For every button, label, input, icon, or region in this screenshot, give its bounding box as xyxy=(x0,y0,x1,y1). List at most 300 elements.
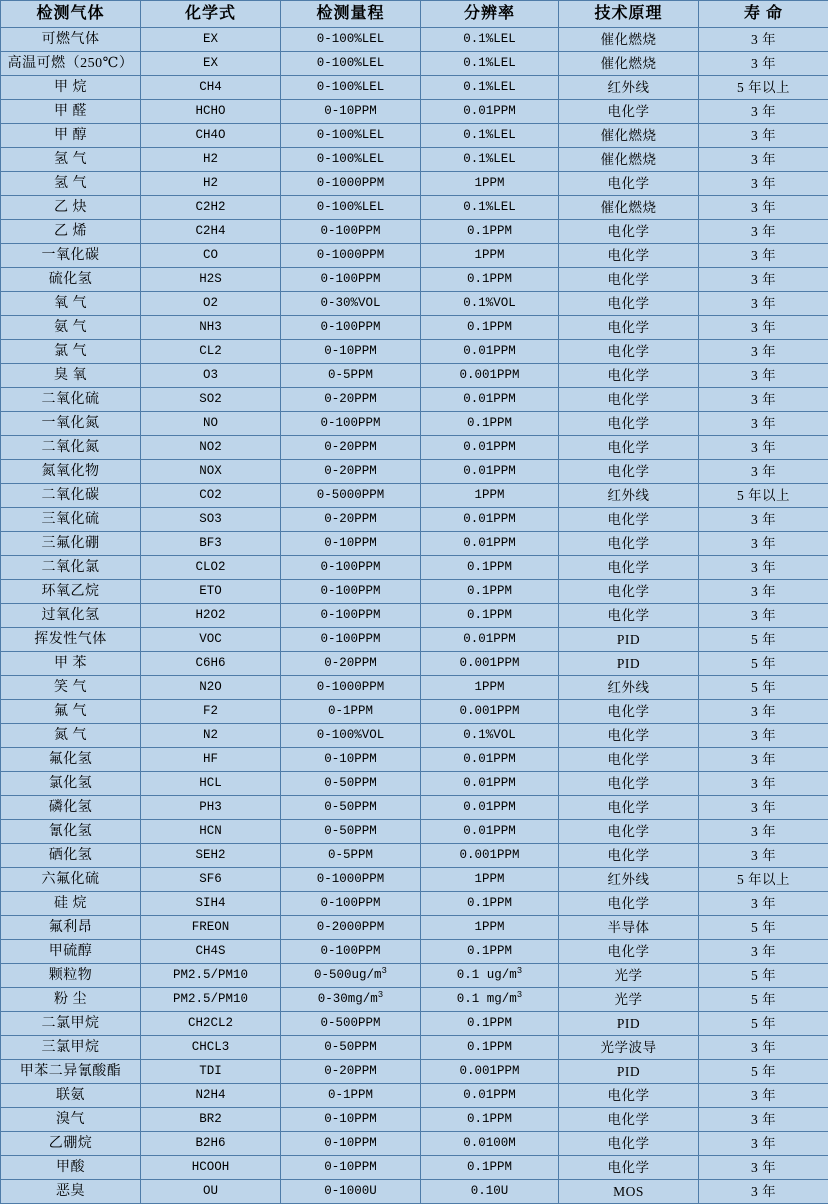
table-row xyxy=(1,196,828,220)
cell-range: 0-100PPM xyxy=(281,628,421,652)
cell-lifetime: 3 年 xyxy=(699,820,828,844)
cell-resolution: 0.1%LEL xyxy=(421,52,559,76)
cell-technology: 电化学 xyxy=(559,436,699,460)
cell-range: 0-100PPM xyxy=(281,316,421,340)
cell-technology: 电化学 xyxy=(559,1084,699,1108)
cell-technology: 电化学 xyxy=(559,412,699,436)
cell-range: 0-100PPM xyxy=(281,892,421,916)
cell-lifetime: 3 年 xyxy=(699,748,828,772)
column-header-resolution: 分辨率 xyxy=(421,1,559,28)
cell-lifetime: 3 年 xyxy=(699,460,828,484)
table-row xyxy=(1,316,828,340)
cell-range: 0-100%VOL xyxy=(281,724,421,748)
cell-formula: SIH4 xyxy=(141,892,281,916)
cell-lifetime: 3 年 xyxy=(699,244,828,268)
cell-formula: HF xyxy=(141,748,281,772)
table-row xyxy=(1,52,828,76)
cell-range: 0-100%LEL xyxy=(281,148,421,172)
cell-lifetime: 5 年 xyxy=(699,1060,828,1084)
cell-gas-name: 氟 气 xyxy=(1,700,141,724)
cell-gas-name: 联氨 xyxy=(1,1084,141,1108)
table-row xyxy=(1,556,828,580)
cell-range: 0-10PPM xyxy=(281,748,421,772)
table-row xyxy=(1,916,828,940)
cell-gas-name: 氨 气 xyxy=(1,316,141,340)
cell-gas-name: 氢 气 xyxy=(1,148,141,172)
cell-formula: H2S xyxy=(141,268,281,292)
cell-resolution: 0.1PPM xyxy=(421,892,559,916)
column-header-range: 检测量程 xyxy=(281,1,421,28)
cell-range: 0-1000U xyxy=(281,1180,421,1204)
cell-resolution: 0.01PPM xyxy=(421,628,559,652)
cell-technology: 电化学 xyxy=(559,796,699,820)
cell-resolution: 0.1PPM xyxy=(421,1036,559,1060)
cell-formula: PH3 xyxy=(141,796,281,820)
cell-formula: H2 xyxy=(141,172,281,196)
cell-formula: B2H6 xyxy=(141,1132,281,1156)
cell-gas-name: 臭 氧 xyxy=(1,364,141,388)
cell-lifetime: 3 年 xyxy=(699,508,828,532)
cell-resolution: 0.001PPM xyxy=(421,844,559,868)
cell-formula: SO3 xyxy=(141,508,281,532)
cell-range: 0-50PPM xyxy=(281,820,421,844)
cell-formula: BF3 xyxy=(141,532,281,556)
cell-formula: CL2 xyxy=(141,340,281,364)
cell-technology: 光学 xyxy=(559,988,699,1012)
cell-technology: PID xyxy=(559,652,699,676)
cell-technology: 红外线 xyxy=(559,76,699,100)
cell-gas-name: 挥发性气体 xyxy=(1,628,141,652)
cell-lifetime: 3 年 xyxy=(699,580,828,604)
table-row xyxy=(1,532,828,556)
table-row xyxy=(1,700,828,724)
cell-range: 0-100%LEL xyxy=(281,76,421,100)
table-row xyxy=(1,28,828,52)
cell-range: 0-100PPM xyxy=(281,412,421,436)
cell-formula: CLO2 xyxy=(141,556,281,580)
cell-resolution: 0.1%LEL xyxy=(421,28,559,52)
cell-resolution: 0.1%LEL xyxy=(421,148,559,172)
cell-range: 0-10PPM xyxy=(281,100,421,124)
cell-formula: CH4O xyxy=(141,124,281,148)
table-row xyxy=(1,244,828,268)
cell-resolution: 0.01PPM xyxy=(421,1084,559,1108)
table-header xyxy=(1,1,828,28)
cell-resolution: 0.1PPM xyxy=(421,268,559,292)
cell-range: 0-5PPM xyxy=(281,364,421,388)
table-body xyxy=(1,28,828,1204)
cell-resolution: 0.001PPM xyxy=(421,364,559,388)
table-row xyxy=(1,964,828,988)
cell-lifetime: 5 年以上 xyxy=(699,484,828,508)
cell-formula: F2 xyxy=(141,700,281,724)
cell-technology: 电化学 xyxy=(559,340,699,364)
table-row xyxy=(1,508,828,532)
table-row xyxy=(1,1060,828,1084)
cell-lifetime: 5 年 xyxy=(699,916,828,940)
table-row xyxy=(1,844,828,868)
cell-formula: N2H4 xyxy=(141,1084,281,1108)
cell-range: 0-5PPM xyxy=(281,844,421,868)
cell-technology: 光学波导 xyxy=(559,1036,699,1060)
cell-gas-name: 三氯甲烷 xyxy=(1,1036,141,1060)
cell-range: 0-10PPM xyxy=(281,340,421,364)
cell-technology: 电化学 xyxy=(559,364,699,388)
cell-gas-name: 环氧乙烷 xyxy=(1,580,141,604)
column-header-technology: 技术原理 xyxy=(559,1,699,28)
cell-resolution: 0.1PPM xyxy=(421,556,559,580)
cell-lifetime: 3 年 xyxy=(699,292,828,316)
table-row xyxy=(1,220,828,244)
cell-gas-name: 二氧化硫 xyxy=(1,388,141,412)
cell-lifetime: 5 年 xyxy=(699,676,828,700)
table-row xyxy=(1,892,828,916)
cell-range: 0-5000PPM xyxy=(281,484,421,508)
cell-gas-name: 一氧化碳 xyxy=(1,244,141,268)
cell-range: 0-20PPM xyxy=(281,388,421,412)
cell-range: 0-100%LEL xyxy=(281,124,421,148)
cell-range: 0-30%VOL xyxy=(281,292,421,316)
cell-technology: 电化学 xyxy=(559,1156,699,1180)
cell-formula: EX xyxy=(141,28,281,52)
cell-technology: 催化燃烧 xyxy=(559,124,699,148)
cell-formula: C2H2 xyxy=(141,196,281,220)
table-row xyxy=(1,748,828,772)
table-row xyxy=(1,988,828,1012)
cell-resolution: 0.01PPM xyxy=(421,748,559,772)
cell-gas-name: 六氟化硫 xyxy=(1,868,141,892)
header-row xyxy=(1,1,828,28)
cell-range: $0-500ug/m^3$ xyxy=(281,964,421,988)
cell-lifetime: 3 年 xyxy=(699,268,828,292)
cell-gas-name: 恶臭 xyxy=(1,1180,141,1204)
cell-resolution: 0.1PPM xyxy=(421,316,559,340)
cell-technology: 电化学 xyxy=(559,940,699,964)
cell-lifetime: 3 年 xyxy=(699,1180,828,1204)
cell-gas-name: 颗粒物 xyxy=(1,964,141,988)
cell-lifetime: 3 年 xyxy=(699,772,828,796)
cell-resolution: 0.01PPM xyxy=(421,508,559,532)
cell-lifetime: 3 年 xyxy=(699,52,828,76)
cell-gas-name: 硅 烷 xyxy=(1,892,141,916)
cell-lifetime: 3 年 xyxy=(699,1156,828,1180)
table-row xyxy=(1,268,828,292)
cell-range: 0-1000PPM xyxy=(281,868,421,892)
cell-formula: OU xyxy=(141,1180,281,1204)
cell-lifetime: 3 年 xyxy=(699,340,828,364)
cell-lifetime: 3 年 xyxy=(699,196,828,220)
cell-gas-name: 硫化氢 xyxy=(1,268,141,292)
cell-technology: 电化学 xyxy=(559,700,699,724)
cell-gas-name: 硒化氢 xyxy=(1,844,141,868)
cell-gas-name: 乙硼烷 xyxy=(1,1132,141,1156)
cell-gas-name: 氰化氢 xyxy=(1,820,141,844)
cell-gas-name: 乙 烯 xyxy=(1,220,141,244)
cell-technology: 电化学 xyxy=(559,892,699,916)
cell-lifetime: 3 年 xyxy=(699,100,828,124)
cell-formula: HCL xyxy=(141,772,281,796)
cell-technology: 半导体 xyxy=(559,916,699,940)
cell-technology: 光学 xyxy=(559,964,699,988)
cell-range: 0-100PPM xyxy=(281,220,421,244)
table-row xyxy=(1,1012,828,1036)
cell-technology: 电化学 xyxy=(559,532,699,556)
cell-lifetime: 3 年 xyxy=(699,1036,828,1060)
cell-gas-name: 三氟化硼 xyxy=(1,532,141,556)
cell-formula: NH3 xyxy=(141,316,281,340)
cell-formula: N2 xyxy=(141,724,281,748)
cell-formula: CH4S xyxy=(141,940,281,964)
column-header-formula: 化学式 xyxy=(141,1,281,28)
cell-lifetime: 3 年 xyxy=(699,940,828,964)
cell-technology: 电化学 xyxy=(559,604,699,628)
cell-lifetime: 5 年 xyxy=(699,964,828,988)
table-row xyxy=(1,172,828,196)
cell-resolution: 0.01PPM xyxy=(421,388,559,412)
cell-formula: CO xyxy=(141,244,281,268)
cell-gas-name: 二氧化氯 xyxy=(1,556,141,580)
cell-formula: CH2CL2 xyxy=(141,1012,281,1036)
cell-range: 0-1000PPM xyxy=(281,172,421,196)
cell-range: 0-2000PPM xyxy=(281,916,421,940)
table-row xyxy=(1,1180,828,1204)
cell-lifetime: 3 年 xyxy=(699,28,828,52)
cell-gas-name: 氮 气 xyxy=(1,724,141,748)
cell-formula: HCOOH xyxy=(141,1156,281,1180)
cell-technology: 电化学 xyxy=(559,748,699,772)
cell-lifetime: 3 年 xyxy=(699,412,828,436)
cell-lifetime: 3 年 xyxy=(699,844,828,868)
table-row xyxy=(1,1132,828,1156)
cell-formula: HCHO xyxy=(141,100,281,124)
table-row xyxy=(1,580,828,604)
cell-range: 0-100%LEL xyxy=(281,52,421,76)
cell-resolution: 0.01PPM xyxy=(421,772,559,796)
cell-resolution: 1PPM xyxy=(421,484,559,508)
cell-range: 0-20PPM xyxy=(281,508,421,532)
cell-range: 0-10PPM xyxy=(281,1108,421,1132)
cell-formula: NO2 xyxy=(141,436,281,460)
cell-lifetime: 3 年 xyxy=(699,1108,828,1132)
cell-resolution: 0.01PPM xyxy=(421,796,559,820)
table-row xyxy=(1,796,828,820)
cell-gas-name: 乙 炔 xyxy=(1,196,141,220)
cell-gas-name: 甲 烷 xyxy=(1,76,141,100)
cell-resolution: 0.1%LEL xyxy=(421,124,559,148)
cell-resolution: 0.1PPM xyxy=(421,412,559,436)
cell-formula: NOX xyxy=(141,460,281,484)
cell-technology: 电化学 xyxy=(559,844,699,868)
cell-formula: C6H6 xyxy=(141,652,281,676)
cell-lifetime: 5 年 xyxy=(699,1012,828,1036)
cell-lifetime: 3 年 xyxy=(699,604,828,628)
cell-formula: CHCL3 xyxy=(141,1036,281,1060)
cell-resolution: 0.1%VOL xyxy=(421,724,559,748)
cell-formula: PM2.5/PM10 xyxy=(141,964,281,988)
cell-technology: 电化学 xyxy=(559,292,699,316)
cell-resolution: 1PPM xyxy=(421,916,559,940)
cell-range: 0-20PPM xyxy=(281,460,421,484)
cell-range: 0-1000PPM xyxy=(281,244,421,268)
table-row xyxy=(1,148,828,172)
cell-resolution: 0.1PPM xyxy=(421,604,559,628)
cell-range: 0-100PPM xyxy=(281,580,421,604)
cell-formula: O3 xyxy=(141,364,281,388)
cell-gas-name: 甲苯二异氰酸酯 xyxy=(1,1060,141,1084)
cell-formula: TDI xyxy=(141,1060,281,1084)
cell-gas-name: 氮氧化物 xyxy=(1,460,141,484)
cell-gas-name: 可燃气体 xyxy=(1,28,141,52)
cell-range: 0-1PPM xyxy=(281,1084,421,1108)
cell-lifetime: 3 年 xyxy=(699,700,828,724)
cell-range: 0-1000PPM xyxy=(281,676,421,700)
cell-gas-name: 二氧化氮 xyxy=(1,436,141,460)
table-row xyxy=(1,388,828,412)
cell-gas-name: 过氧化氢 xyxy=(1,604,141,628)
cell-lifetime: 3 年 xyxy=(699,364,828,388)
cell-lifetime: 3 年 xyxy=(699,388,828,412)
cell-resolution: 0.1 $mg/m^3$ xyxy=(421,988,559,1012)
cell-technology: 电化学 xyxy=(559,100,699,124)
cell-technology: 电化学 xyxy=(559,460,699,484)
cell-technology: 电化学 xyxy=(559,268,699,292)
cell-formula: SEH2 xyxy=(141,844,281,868)
cell-lifetime: 3 年 xyxy=(699,1132,828,1156)
cell-formula: EX xyxy=(141,52,281,76)
cell-technology: 电化学 xyxy=(559,220,699,244)
cell-range: 0-100PPM xyxy=(281,604,421,628)
cell-lifetime: 3 年 xyxy=(699,1084,828,1108)
cell-lifetime: 5 年 xyxy=(699,652,828,676)
cell-technology: 电化学 xyxy=(559,172,699,196)
cell-range: 0-20PPM xyxy=(281,436,421,460)
cell-lifetime: 3 年 xyxy=(699,148,828,172)
cell-lifetime: 3 年 xyxy=(699,724,828,748)
cell-technology: 电化学 xyxy=(559,820,699,844)
cell-technology: 电化学 xyxy=(559,580,699,604)
column-header-lifetime: 寿 命 xyxy=(699,1,828,28)
cell-resolution: 0.1PPM xyxy=(421,580,559,604)
cell-gas-name: 甲 醇 xyxy=(1,124,141,148)
cell-technology: 电化学 xyxy=(559,508,699,532)
cell-resolution: 0.001PPM xyxy=(421,700,559,724)
table-row xyxy=(1,1156,828,1180)
table-row xyxy=(1,340,828,364)
cell-gas-name: 磷化氢 xyxy=(1,796,141,820)
cell-formula: H2O2 xyxy=(141,604,281,628)
cell-resolution: 0.1PPM xyxy=(421,1108,559,1132)
cell-technology: 催化燃烧 xyxy=(559,148,699,172)
cell-gas-name: 氟化氢 xyxy=(1,748,141,772)
table-row xyxy=(1,940,828,964)
cell-formula: O2 xyxy=(141,292,281,316)
cell-technology: 红外线 xyxy=(559,484,699,508)
cell-resolution: 0.1PPM xyxy=(421,220,559,244)
table-row xyxy=(1,364,828,388)
cell-resolution: 0.1%LEL xyxy=(421,76,559,100)
cell-formula: PM2.5/PM10 xyxy=(141,988,281,1012)
cell-formula: BR2 xyxy=(141,1108,281,1132)
cell-gas-name: 氧 气 xyxy=(1,292,141,316)
cell-resolution: 1PPM xyxy=(421,676,559,700)
table-row xyxy=(1,676,828,700)
cell-technology: 催化燃烧 xyxy=(559,28,699,52)
table-row xyxy=(1,604,828,628)
cell-range: $0-30mg/m^3$ xyxy=(281,988,421,1012)
table-row xyxy=(1,1108,828,1132)
cell-range: 0-50PPM xyxy=(281,772,421,796)
cell-lifetime: 3 年 xyxy=(699,796,828,820)
cell-resolution: 0.1PPM xyxy=(421,1156,559,1180)
cell-technology: 电化学 xyxy=(559,244,699,268)
table-row xyxy=(1,292,828,316)
cell-lifetime: 3 年 xyxy=(699,220,828,244)
cell-gas-name: 甲 苯 xyxy=(1,652,141,676)
table-row xyxy=(1,76,828,100)
cell-formula: FREON xyxy=(141,916,281,940)
cell-resolution: 0.01PPM xyxy=(421,100,559,124)
cell-technology: 红外线 xyxy=(559,676,699,700)
table-row xyxy=(1,100,828,124)
cell-lifetime: 3 年 xyxy=(699,316,828,340)
table-row xyxy=(1,436,828,460)
cell-gas-name: 高温可燃（250℃） xyxy=(1,52,141,76)
cell-gas-name: 三氧化硫 xyxy=(1,508,141,532)
table-row xyxy=(1,1084,828,1108)
cell-gas-name: 氢 气 xyxy=(1,172,141,196)
cell-resolution: 0.1 $ug/m^3$ xyxy=(421,964,559,988)
cell-gas-name: 氟利昂 xyxy=(1,916,141,940)
cell-lifetime: 5 年以上 xyxy=(699,76,828,100)
table-row xyxy=(1,1036,828,1060)
cell-formula: SF6 xyxy=(141,868,281,892)
table-row xyxy=(1,412,828,436)
cell-range: 0-100%LEL xyxy=(281,28,421,52)
cell-lifetime: 5 年 xyxy=(699,988,828,1012)
cell-formula: H2 xyxy=(141,148,281,172)
cell-formula: VOC xyxy=(141,628,281,652)
cell-resolution: 0.1PPM xyxy=(421,1012,559,1036)
cell-technology: MOS xyxy=(559,1180,699,1204)
cell-technology: 催化燃烧 xyxy=(559,196,699,220)
cell-resolution: 1PPM xyxy=(421,244,559,268)
cell-technology: PID xyxy=(559,1060,699,1084)
cell-lifetime: 3 年 xyxy=(699,172,828,196)
cell-resolution: 1PPM xyxy=(421,172,559,196)
cell-technology: 电化学 xyxy=(559,1108,699,1132)
table-row xyxy=(1,820,828,844)
cell-range: 0-10PPM xyxy=(281,1132,421,1156)
cell-range: 0-20PPM xyxy=(281,1060,421,1084)
cell-range: 0-500PPM xyxy=(281,1012,421,1036)
cell-resolution: 0.0100M xyxy=(421,1132,559,1156)
cell-lifetime: 3 年 xyxy=(699,124,828,148)
cell-resolution: 0.1PPM xyxy=(421,940,559,964)
cell-lifetime: 5 年以上 xyxy=(699,868,828,892)
cell-formula: ETO xyxy=(141,580,281,604)
cell-gas-name: 笑 气 xyxy=(1,676,141,700)
cell-technology: 电化学 xyxy=(559,1132,699,1156)
cell-lifetime: 3 年 xyxy=(699,532,828,556)
cell-resolution: 1PPM xyxy=(421,868,559,892)
cell-lifetime: 3 年 xyxy=(699,436,828,460)
cell-resolution: 0.1%VOL xyxy=(421,292,559,316)
cell-gas-name: 一氧化氮 xyxy=(1,412,141,436)
cell-gas-name: 甲硫醇 xyxy=(1,940,141,964)
cell-gas-name: 溴气 xyxy=(1,1108,141,1132)
cell-resolution: 0.01PPM xyxy=(421,820,559,844)
table-row xyxy=(1,652,828,676)
